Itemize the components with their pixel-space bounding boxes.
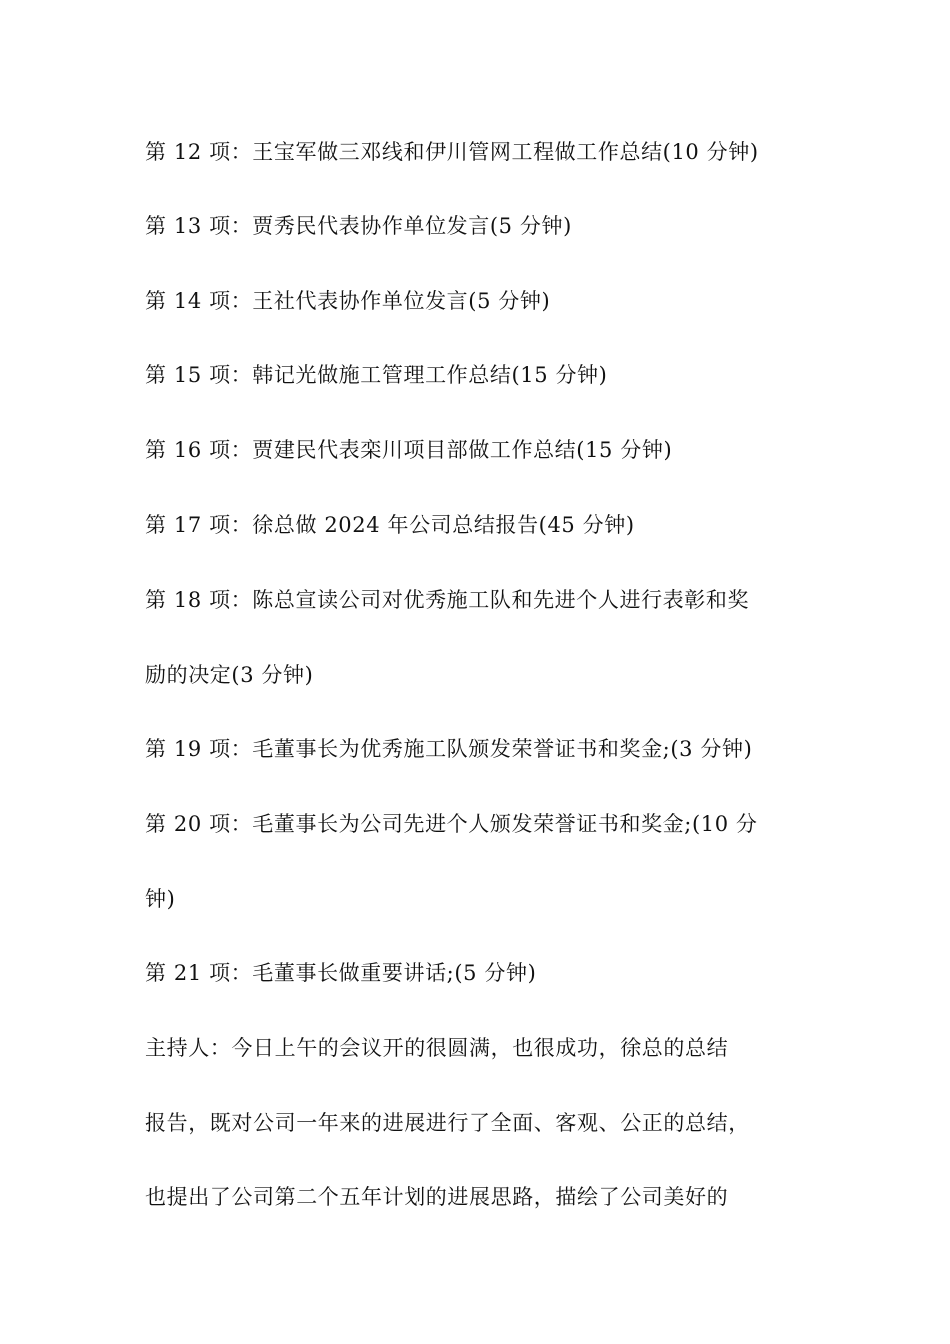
agenda-item-20-continued: 钟) xyxy=(145,887,176,911)
agenda-item-18: 第 18 项：陈总宣读公司对优秀施工队和先进个人进行表彰和奖 xyxy=(145,588,750,612)
agenda-item-12: 第 12 项：王宝军做三邓线和伊川管网工程做工作总结(10 分钟) xyxy=(145,140,759,164)
host-remarks-line-3: 也提出了公司第二个五年计划的进展思路，描绘了公司美好的 xyxy=(145,1185,729,1209)
agenda-item-19: 第 19 项：毛董事长为优秀施工队颁发荣誉证书和奖金;(3 分钟) xyxy=(145,737,753,761)
agenda-item-18-continued: 励的决定(3 分钟) xyxy=(145,663,314,687)
agenda-item-15: 第 15 项：韩记光做施工管理工作总结(15 分钟) xyxy=(145,363,608,387)
host-remarks-line-1: 主持人：今日上午的会议开的很圆满，也很成功，徐总的总结 xyxy=(145,1036,729,1060)
agenda-item-17: 第 17 项：徐总做 2024 年公司总结报告(45 分钟) xyxy=(145,513,635,537)
agenda-item-13: 第 13 项：贾秀民代表协作单位发言(5 分钟) xyxy=(145,214,572,238)
agenda-item-21: 第 21 项：毛董事长做重要讲话;(5 分钟) xyxy=(145,961,537,985)
agenda-item-14: 第 14 项：王社代表协作单位发言(5 分钟) xyxy=(145,289,551,313)
agenda-item-16: 第 16 项：贾建民代表栾川项目部做工作总结(15 分钟) xyxy=(145,438,673,462)
agenda-item-20: 第 20 项：毛董事长为公司先进个人颁发荣誉证书和奖金;(10 分 xyxy=(145,812,758,836)
host-remarks-line-2: 报告，既对公司一年来的进展进行了全面、客观、公正的总结， xyxy=(145,1111,750,1135)
